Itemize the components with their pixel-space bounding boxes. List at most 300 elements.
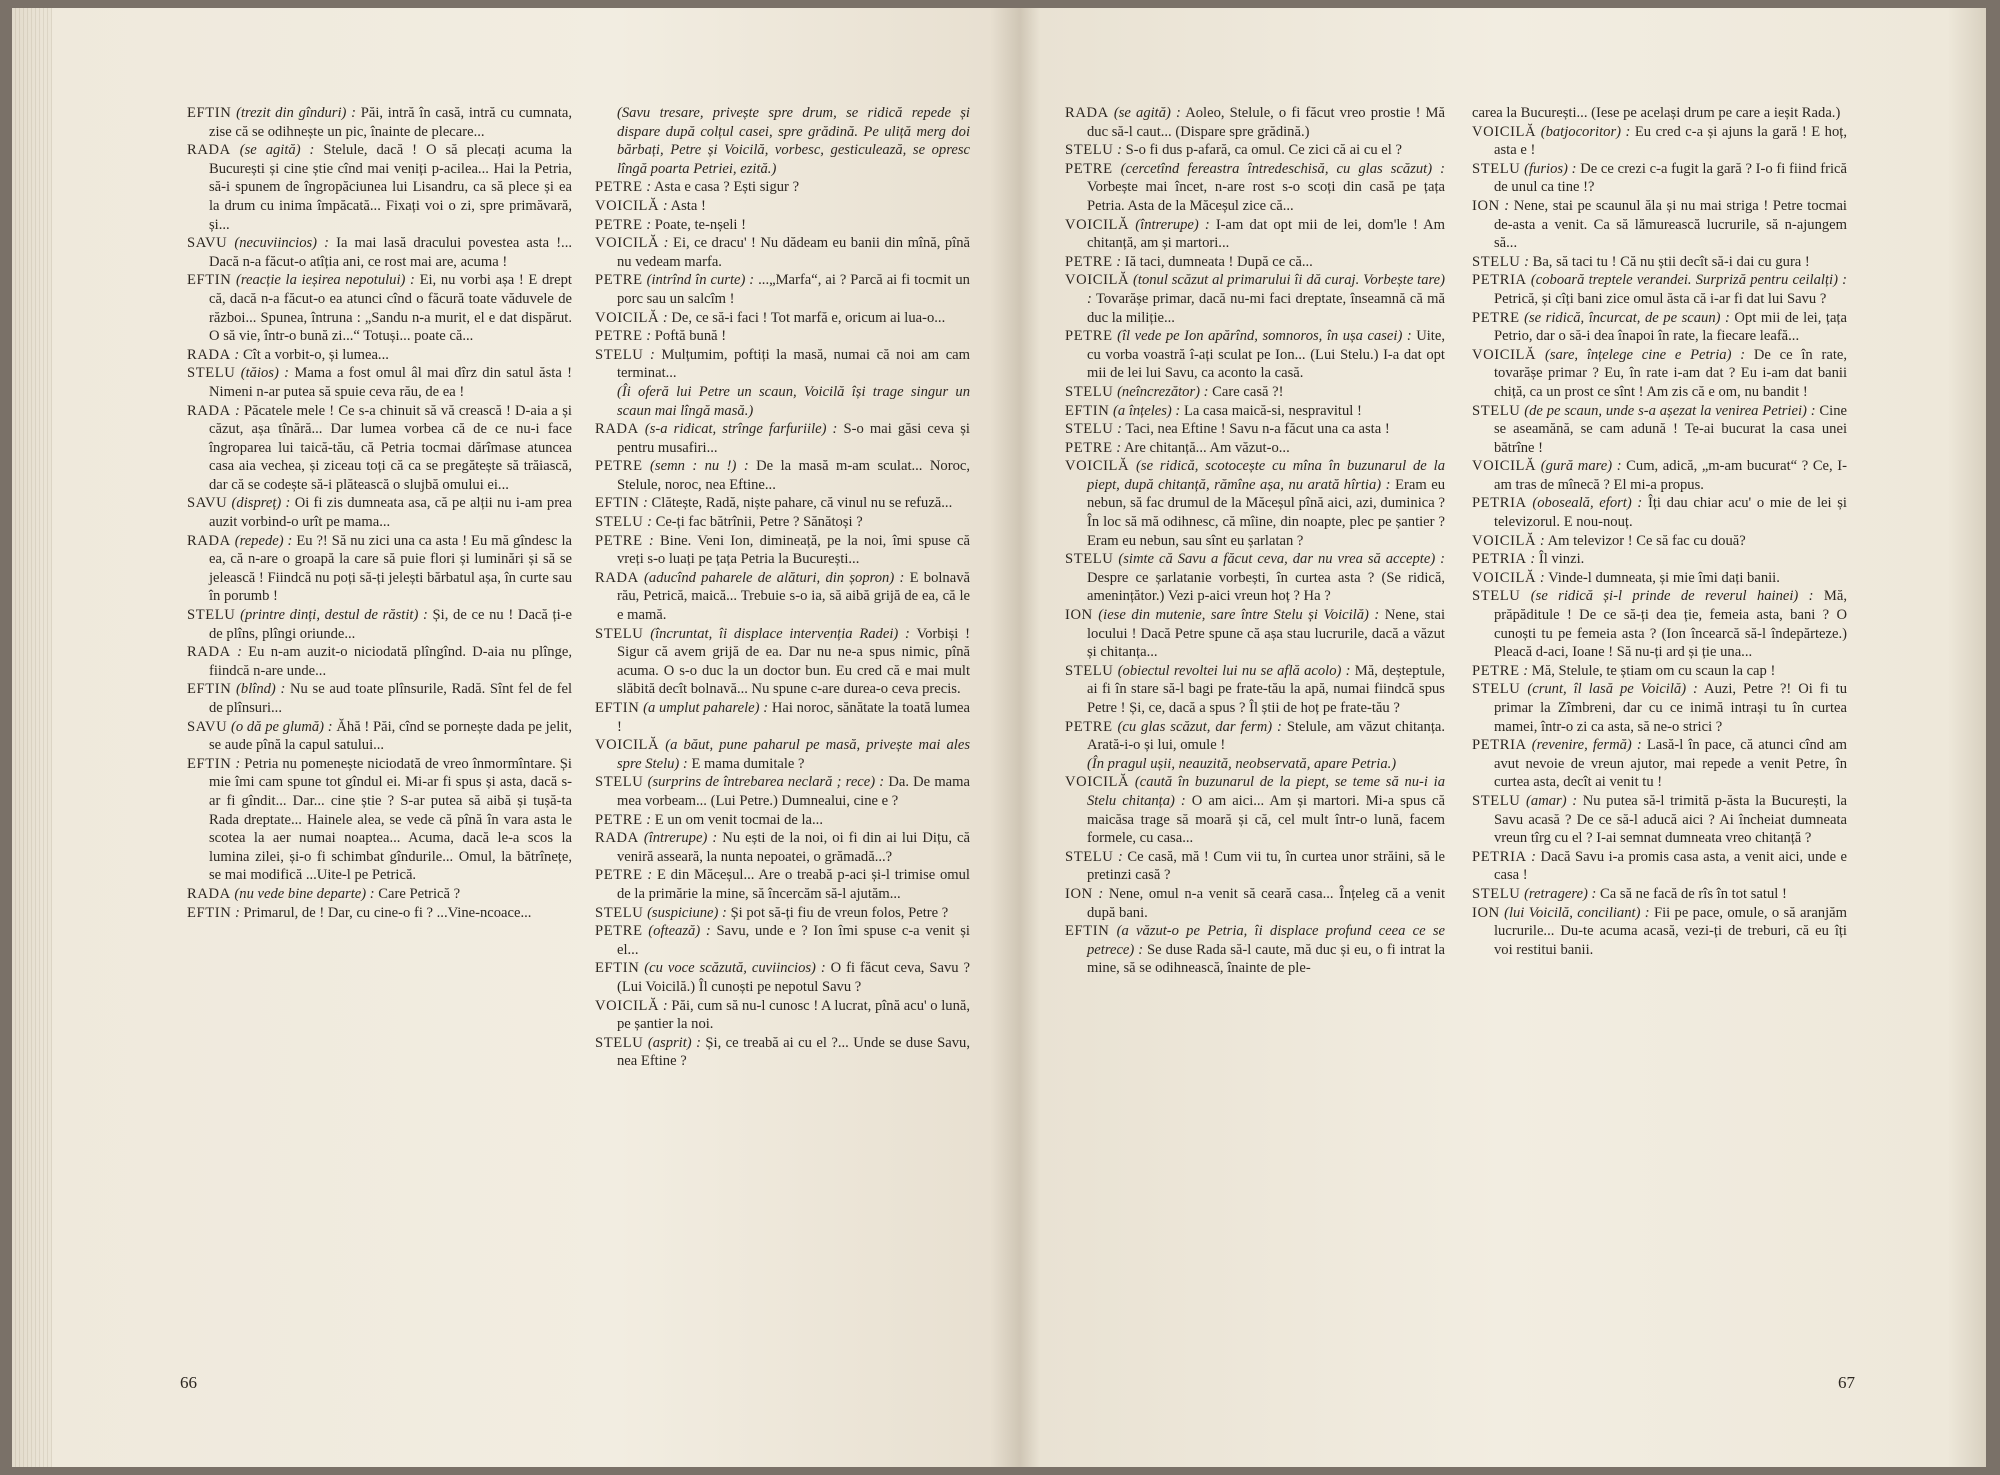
speaker-direction: (aducînd paharele de alături, din șopron) :: [644, 569, 905, 586]
speaker-name: STELU: [1065, 848, 1114, 865]
speaker-direction: :: [1523, 662, 1529, 679]
dialogue-line: [187, 234, 572, 271]
speaker-direction: :: [646, 179, 652, 196]
dialogue-line: [1472, 253, 1847, 272]
dialogue-text: Are chitanță... Am văzut-o...: [1123, 439, 1290, 456]
speaker-name: RADA: [187, 885, 231, 902]
dialogue-text: Păi, intră în casă, intră cu cumnata, zise că se odihnește un pic, înainte de plecare...: [209, 105, 572, 140]
speaker-direction: (cu voce scăzută, cuviincios) :: [644, 960, 826, 977]
dialogue-text: E mama dumitale ?: [691, 755, 805, 772]
speaker-name: STELU: [1472, 885, 1521, 902]
speaker-direction: (revenire, fermă) :: [1531, 737, 1642, 754]
dialogue-text: I-am dat opt mii de lei, dom'le ! Am chitanță, am și martori...: [1087, 216, 1446, 252]
dialogue-text: Îl vinzi.: [1538, 551, 1585, 568]
speaker-name: STELU: [1065, 662, 1114, 679]
speaker-name: EFTIN: [1065, 923, 1110, 940]
speaker-name: STELU: [1065, 551, 1114, 568]
speaker-direction: (intrînd în curte) :: [646, 272, 755, 289]
speaker-name: SAVU: [187, 718, 228, 735]
dialogue-line: [1065, 420, 1445, 439]
dialogue-line: [595, 959, 970, 996]
dialogue-text: Ce casă, mă ! Cum vii tu, în curtea unor străini, să le pretinzi casă ?: [1087, 848, 1446, 884]
dialogue-line: [595, 420, 970, 457]
speaker-direction: (se agită) :: [239, 142, 315, 159]
speaker-direction: :: [234, 402, 240, 419]
speaker-direction: :: [662, 197, 668, 214]
dialogue-line: [187, 606, 572, 643]
speaker-name: RADA: [187, 532, 231, 549]
speaker-direction: :: [237, 644, 242, 661]
speaker-name: PETRE: [595, 458, 643, 475]
dialogue-line: [1472, 550, 1847, 569]
speaker-name: RADA: [187, 346, 231, 363]
dialogue-line: [1065, 922, 1445, 978]
speaker-direction: (de pe scaun, unde s-a așezat la venirea Petriei) :: [1524, 402, 1816, 419]
dialogue-text: Uite, cu vorba voastră î-ați sculat pe Ion... (Lui Stelu.) I-a dat opt mii de lei lui Savu, ca aconto la casă.: [1087, 328, 1445, 382]
dialogue-text: Și, ce treabă ai cu el ?... Unde se duse Savu, nea Eftine ?: [617, 1034, 970, 1070]
dialogue-line: [187, 141, 572, 234]
dialogue-line: [1065, 216, 1445, 253]
dialogue-text: Asta e casa ? Ești sigur ?: [653, 179, 800, 196]
dialogue-text: Dacă Savu i-a promis casa asta, a venit aici, unde e casa !: [1494, 848, 1847, 884]
speaker-direction: (cu glas scăzut, dar ferm) :: [1117, 718, 1282, 735]
dialogue-text: Fii pe pace, omule, o să aranjăm lucrurile... Du-te acuma acasă, vezi-ți de treburi, că eu îți voi restitui banii.: [1494, 904, 1847, 958]
dialogue-text: Care Petrică ?: [378, 885, 461, 902]
speaker-direction: (asprit) :: [647, 1034, 701, 1051]
dialogue-line: [595, 327, 970, 346]
speaker-name: STELU: [187, 607, 236, 624]
dialogue-line: [1472, 123, 1847, 160]
dialogue-line: [1472, 402, 1847, 458]
speaker-name: ION: [1472, 197, 1500, 214]
dialogue-line: [595, 699, 970, 736]
speaker-direction: (oftează) :: [648, 923, 711, 940]
speaker-name: EFTIN: [595, 495, 640, 512]
speaker-name: PETRE: [1065, 718, 1113, 735]
dialogue-line: [187, 643, 572, 680]
speaker-direction: :: [1117, 142, 1122, 159]
dialogue-line: [595, 922, 970, 959]
speaker-name: VOICILĂ: [595, 737, 660, 754]
dialogue-text: Eu ?! Să nu zici una ca asta ! Eu mă gîndesc la ea, că n-are o groapă la care să puie flori și luminări și să se jelească ! Fiindcă nu poți să-ți jelești bărbatul așa, în curte sau în porumb !: [209, 532, 572, 605]
speaker-name: VOICILĂ: [1065, 774, 1130, 791]
speaker-direction: (întrerupe) :: [1135, 216, 1210, 233]
dialogue-text: Ce-ți fac bătrînii, Petre ? Sănătoși ?: [655, 514, 863, 531]
dialogue-line: [1472, 569, 1847, 588]
dialogue-text: Și, de ce nu ! Dacă ți-e de plîns, plîngi oriunde...: [209, 607, 572, 642]
dialogue-text: Poftă bună !: [654, 328, 727, 345]
speaker-direction: (se agită) :: [1113, 105, 1181, 121]
speaker-name: VOICILĂ: [595, 197, 660, 214]
dialogue-line: [1472, 904, 1847, 960]
dialogue-text: Cît a vorbit-o, și lumea...: [242, 346, 389, 363]
speaker-direction: (semn : nu !) :: [650, 458, 749, 475]
speaker-direction: :: [646, 811, 652, 828]
speaker-name: STELU: [595, 625, 644, 642]
dialogue-text: Savu, unde e ? Ion îmi spuse c-a venit și el...: [617, 923, 970, 958]
speaker-direction: :: [1116, 253, 1122, 270]
speaker-direction: :: [1539, 532, 1545, 549]
dialogue-line: [1065, 718, 1445, 755]
speaker-name: PETRE: [595, 532, 643, 549]
speaker-direction: (tăios) :: [240, 365, 290, 382]
dialogue-line: [1472, 885, 1847, 904]
stage-direction: (Îi oferă lui Petre un scaun, Voicilă își trage singur un scaun mai lîngă masă.): [617, 383, 970, 419]
dialogue-text: Tovarășe primar, dacă nu-mi faci dreptate, înseamnă că mă duc la miliție...: [1087, 290, 1446, 326]
speaker-name: PETRIA: [1472, 551, 1527, 568]
dialogue-text: Și pot să-ți fiu de vreun folos, Petre ?: [730, 904, 949, 921]
dialogue-text: Stelule, am văzut chitanța. Arată-i-o și lui, omule !: [1087, 718, 1446, 754]
speaker-name: EFTIN: [595, 700, 640, 716]
dialogue-line: [1472, 587, 1847, 661]
right-page: [1020, 8, 1986, 1467]
speaker-name: PETRE: [1065, 328, 1113, 345]
dialogue-line: [187, 271, 572, 345]
dialogue-text: Mă, deșteptule, ai fi în stare să-l bagi pe frate-tău la apă, numai fiindcă spus Petre ! Și, ce, dacă a spus ? Îl știi de hoț pe frate-tău ?: [1087, 662, 1445, 716]
speaker-name: STELU: [187, 365, 236, 382]
dialogue-line: [1472, 848, 1847, 885]
stage-direction: (În pragul ușii, neauzită, neobservată, apare Petria.): [1087, 755, 1397, 772]
dialogue-text: Nu ești de la noi, oi fi din ai lui Dițu, că veniră asseară, la nunta nepoatei, o grămadă...?: [617, 830, 970, 865]
dialogue-line: [1065, 160, 1445, 216]
dialogue-text: Mama a fost omul âl mai dîrz din satul ăsta ! Nimeni n-ar putea să spuie ceva rău, de ea !: [209, 365, 573, 400]
dialogue-line: [595, 216, 970, 235]
speaker-direction: (amar) :: [1526, 792, 1578, 809]
dialogue-text: Cine se aseamănă, se cam adună ! Te-ai bucurat la casa unei bătrîne !: [1494, 402, 1847, 456]
speaker-direction: :: [663, 235, 669, 252]
dialogue-line: [1065, 773, 1445, 847]
dialogue-text: ...„Marfa“, ai ? Parcă ai fi tocmit un porc sau un salcîm !: [617, 272, 970, 307]
dialogue-text: Nene, stai locului ! Dacă Petre spune că așa stau lucrurile, dacă a văzut și chitanța...: [1087, 607, 1446, 661]
dialogue-text: Hai noroc, sănătate la toată lumea !: [617, 700, 971, 735]
right-page-column-2: [1472, 104, 1847, 959]
dialogue-text: S-o fi dus p-afară, ca omul. Ce zici că ai cu el ?: [1125, 142, 1402, 159]
dialogue-text: Bine. Veni Ion, dimineață, pe la noi, îmi spuse că vreți s-o luați pe țața Petria la București...: [617, 532, 970, 568]
dialogue-text: Ei, ce dracu' ! Nu dădeam eu banii din mînă, pînă nu vedeam marfa.: [617, 235, 970, 270]
speaker-direction: (încruntat, îi displace intervenția Radei) :: [650, 625, 910, 642]
speaker-direction: :: [648, 532, 654, 549]
dialogue-text: O fi făcut ceva, Savu ? (Lui Voicilă.) Îl cunoști pe nepotul Savu ?: [617, 960, 970, 995]
speaker-name: EFTIN: [595, 960, 640, 977]
speaker-direction: (a umplut paharele) :: [643, 700, 769, 716]
dialogue-text: Clătește, Radă, niște pahare, că vinul nu se refuză...: [651, 495, 953, 512]
speaker-direction: (necuviincios) :: [234, 235, 329, 252]
speaker-direction: :: [234, 346, 240, 363]
dialogue-line: [1472, 680, 1847, 736]
speaker-direction: :: [643, 495, 648, 512]
speaker-name: STELU: [595, 346, 644, 363]
speaker-direction: :: [647, 514, 652, 531]
dialogue-line: [595, 773, 970, 810]
speaker-name: STELU: [1472, 160, 1521, 177]
speaker-direction: (printre dinți, destul de răstit) :: [240, 607, 428, 624]
dialogue-line: [187, 346, 572, 365]
speaker-direction: :: [1098, 885, 1104, 902]
dialogue-text: Petria nu pomenește niciodată de vreo înmormîntare. Și mie îmi cam spune tot gîndul ei. Mi-ar fi spus și asta, dacă s-ar fi gîndit... Dar... cine știe ? S-ar putea să aibă și tușă-ta Rada dreptate... Hainele alea, se vede că pînă în vara asta le scotea la aer numai noaptea... Acuma, dacă le-a scos la lumina zilei, și-o fi schimbat gîndurile... Omul, la bătrînețe, se mai modifică ...Uite-l pe Petrică.: [209, 755, 572, 884]
dialogue-text: S-o mai găsi ceva și pentru musafiri...: [617, 421, 970, 456]
dialogue-line: [595, 904, 970, 923]
speaker-direction: (gură mare) :: [1540, 458, 1622, 475]
dialogue-text: Poate, te-nșeli !: [654, 216, 746, 233]
speaker-name: PETRE: [1472, 309, 1520, 326]
speaker-name: EFTIN: [187, 681, 232, 698]
speaker-direction: (batjocoritor) :: [1540, 123, 1631, 140]
dialogue-line: [595, 997, 970, 1034]
left-page-column-1: [187, 104, 572, 922]
dialogue-line: [1065, 383, 1445, 402]
speaker-direction: (întrerupe) :: [643, 830, 718, 847]
speaker-name: STELU: [1472, 402, 1521, 419]
speaker-direction: (repede) :: [234, 532, 293, 549]
speaker-name: VOICILĂ: [1065, 458, 1130, 475]
speaker-direction: (dispreț) :: [231, 495, 291, 512]
dialogue-line: [1472, 309, 1847, 346]
speaker-name: STELU: [1065, 142, 1114, 159]
speaker-direction: :: [235, 755, 241, 772]
dialogue-text: Mă, prăpăditule ! De ce să-ți dea ție, femeia asta, bani ? O cunoști tu pe femeia asta ? (Ion încearcă să-l îndepărteze.) Pleacă d-aci, Ioane ! Să nu-ți ard și ție una...: [1494, 588, 1847, 661]
dialogue-text: Am televizor ! Ce să fac cu două?: [1547, 532, 1746, 549]
speaker-name: STELU: [595, 774, 644, 791]
dialogue-text: E un om venit tocmai de la...: [654, 811, 823, 828]
speaker-direction: :: [1539, 569, 1545, 586]
speaker-name: PETRE: [1065, 253, 1113, 270]
speaker-name: PETRIA: [1472, 848, 1527, 865]
speaker-name: SAVU: [187, 495, 228, 512]
speaker-direction: (îl vede pe Ion apărînd, somnoros, în ușa casei) :: [1117, 328, 1412, 345]
page-number-left: 66: [180, 1373, 197, 1392]
speaker-direction: (caută în buzunarul de la piept, se teme să nu-i ia Stelu chitanța) :: [1087, 774, 1445, 809]
dialogue-text: Taci, nea Eftine ! Savu n-a făcut una ca asta !: [1125, 421, 1390, 438]
dialogue-text: Nu se aud toate plînsurile, Radă. Sînt fel de fel de plînsuri...: [209, 681, 573, 716]
speaker-direction: (sare, înțelege cine e Petria) :: [1544, 346, 1746, 363]
dialogue-line: [595, 829, 970, 866]
dialogue-text: Despre ce șarlatanie vorbești, în curtea asta ? (Se ridică, amenințător.) Vezi p-aici vreun hoț ? Ha ?: [1087, 569, 1445, 605]
dialogue-text: Lasă-l în pace, că atunci cînd am avut nevoie de vreun ajutor, mai repede a venit Petre, în curtea asta, decît ai venit tu !: [1494, 737, 1848, 791]
dialogue-line: [595, 1034, 970, 1071]
speaker-name: PETRE: [1065, 160, 1113, 177]
dialogue-text: Auzi, Petre ?! Oi fi tu primar la Zîmbreni, dar cu ce inimă intrași tu în curtea mamei, într-o zi ca asta, să ne-o strici ?: [1494, 681, 1847, 735]
speaker-name: VOICILĂ: [1065, 272, 1130, 289]
speaker-direction: :: [1530, 551, 1536, 568]
speaker-direction: (s-a ridicat, strînge farfuriile) :: [644, 421, 838, 438]
speaker-direction: :: [1504, 197, 1510, 214]
speaker-direction: (nu vede bine departe) :: [234, 885, 375, 902]
dialogue-line: [1472, 494, 1847, 531]
speaker-name: PETRE: [595, 216, 643, 233]
dialogue-text: Petrică, și cîți bani zice omul ăsta că i-ar fi dat lui Savu ?: [1494, 290, 1827, 307]
dialogue-text: Ăhă ! Păi, cînd se pornește dada pe jelit, se aude pînă la capul satului...: [209, 718, 573, 754]
dialogue-line: [595, 532, 970, 569]
speaker-name: ION: [1065, 885, 1093, 902]
dialogue-line: [187, 494, 572, 531]
dialogue-line: [1472, 736, 1847, 792]
dialogue-line: [1472, 792, 1847, 848]
dialogue-line: [595, 234, 970, 271]
dialogue-text: Eram eu nebun, să fac drumul de la Măceșul pînă aici, azi, duminica ? În loc să mă odihnesc, că mîine, din noapte, plec pe șantier ? Eram eu nebun, sau sînt eu șarlatan ?: [1087, 476, 1445, 549]
speaker-name: PETRE: [595, 923, 643, 940]
dialogue-text: Cum, adică, „m-am bucurat“ ? Ce, I-am tras de mînecă ? El mi-a propus.: [1494, 458, 1847, 493]
speaker-direction: :: [646, 216, 652, 233]
dialogue-text: Vinde-l dumneata, și mie îmi dați banii.: [1548, 569, 1780, 586]
dialogue-line: [1472, 271, 1847, 308]
dialogue-text: Ei, nu vorbi așa ! E drept că, dacă n-a făcut-o ea atunci cînd o făcură toate văduvele de război... Spunea, întruna : „Sandu n-a murit, el e dat dispărut. O să vie, într-o bună zi...“ Totuși... poate că...: [209, 272, 572, 345]
dialogue-line: [595, 271, 970, 308]
speaker-name: EFTIN: [187, 272, 232, 289]
speaker-name: STELU: [1472, 681, 1521, 698]
speaker-direction: (se ridică, scotocește cu mîna în buzunarul de la piept, după chitanță, rămîne așa, nu arată hîrtia) :: [1087, 458, 1445, 493]
dialogue-line: [1065, 848, 1445, 885]
speaker-name: PETRE: [1065, 439, 1113, 456]
speaker-name: PETRE: [1472, 662, 1520, 679]
speaker-name: STELU: [595, 904, 644, 921]
speaker-direction: (reacție la ieșirea nepotului) :: [236, 272, 415, 289]
dialogue-line: [187, 680, 572, 717]
speaker-direction: (a înțeles) :: [1113, 402, 1181, 419]
dialogue-line: [595, 309, 970, 328]
speaker-direction: (retragere) :: [1524, 885, 1597, 902]
speaker-name: VOICILĂ: [595, 309, 660, 326]
stage-direction: (Savu tresare, privește spre drum, se ridică repede și dispare după colțul casei, spre grădină. Pe uliță merg doi bărbați, Petre și Voicilă, vorbesc, gesticulează, se opresc lîngă poarta Petriei, ezită.): [617, 105, 970, 177]
speaker-direction: :: [235, 904, 240, 921]
dialogue-line: [595, 625, 970, 699]
dialogue-text: Eu cred c-a și ajuns la gară ! E hoț, asta e !: [1494, 123, 1847, 159]
dialogue-line: [187, 402, 572, 495]
dialogue-line: [595, 457, 970, 494]
dialogue-text: Stelule, dacă ! O să plecați acuma la București și cine știe cînd mai veniți p-acilea... Hai la Petria, să-i spunem de îngropăciunea lui Lisandru, ca să plece și ea la drum cu inima împăcată... Fixați voi o zi, spre primăvară, și...: [209, 142, 573, 233]
speaker-name: VOICILĂ: [1065, 216, 1130, 233]
dialogue-text: Vorbește mai încet, n-are rost s-o scoți din casă pe țața Petria. Asta de la Măceșul zice că...: [1087, 179, 1445, 214]
page-edge-strips: [12, 8, 52, 1467]
speaker-direction: (oboseală, efort) :: [1532, 495, 1643, 512]
dialogue-text: De la masă m-am sculat... Noroc, Stelule, noroc, nea Eftine...: [617, 458, 971, 493]
dialogue-line: [1065, 662, 1445, 718]
dialogue-line: [1065, 141, 1445, 160]
dialogue-text: La casa maică-si, nespravitul !: [1183, 402, 1362, 419]
page-number-right: 67: [1838, 1373, 1855, 1392]
dialogue-line: [1065, 606, 1445, 662]
right-page-column-1: [1065, 104, 1445, 978]
speaker-direction: (iese din mutenie, sare între Stelu și Voicilă) :: [1098, 607, 1380, 624]
dialogue-line: [1065, 402, 1445, 421]
speaker-name: STELU: [1065, 383, 1114, 400]
dialogue-line: [1472, 346, 1847, 402]
speaker-name: VOICILĂ: [595, 235, 660, 252]
speaker-name: PETRE: [595, 811, 643, 828]
left-page: [12, 8, 1020, 1467]
speaker-direction: :: [647, 867, 653, 884]
dialogue-text: Vorbiși ! Sigur că avem grijă de ea. Dar nu ne-a spus nimic, pînă acuma. O s-o duc la un doctor bun. Eu cred că e mai mult slăbită decît bolnavă... Nu spune c-are durea-o ceva precis.: [617, 625, 970, 698]
speaker-direction: :: [646, 328, 652, 345]
dialogue-text: Aoleo, Stelule, o fi făcut vreo prostie ! Mă duc să-l caut... (Dispare spre grădină.): [1087, 105, 1445, 140]
dialogue-text: Păcatele mele ! Ce s-a chinuit să vă crească ! D-aia a și căzut, așa tînără... Dar lumea vorbea că de ce nu-i face îngroparea lui taică-tău, că Petria tocmai dărîmase atuncea casa aia vechea, și ziceau toți că ca se pregătește să trăiască, dar că se codește să-i plătească o slujbă omului ei...: [209, 402, 572, 493]
dialogue-line: [595, 569, 970, 625]
dialogue-line: [1472, 662, 1847, 681]
dialogue-line: [595, 866, 970, 903]
speaker-name: EFTIN: [187, 904, 232, 921]
speaker-name: PETRIA: [1472, 272, 1527, 289]
speaker-name: VOICILĂ: [1472, 569, 1537, 586]
left-page-column-2: [595, 104, 970, 1071]
speaker-name: PETRE: [595, 272, 643, 289]
dialogue-text: Nu putea să-l trimită p-ăsta la București, la Savu acasă ? De ce să-l aducă aici ? Ai încheiat dumneata vreun tîrg cu el ? I-ai semnat dumneata vreo chitanță ?: [1494, 792, 1848, 847]
dialogue-line: [187, 104, 572, 141]
dialogue-line: [595, 811, 970, 830]
speaker-direction: (blînd) :: [236, 681, 286, 698]
speaker-direction: :: [1116, 439, 1122, 456]
dialogue-text: Mă, Stelule, te știam om cu scaun la cap !: [1531, 662, 1776, 679]
dialogue-line: [1065, 885, 1445, 922]
dialogue-line: [187, 755, 572, 885]
speaker-name: RADA: [187, 142, 231, 159]
speaker-name: RADA: [595, 830, 639, 847]
dialogue-text: Se duse Rada să-l caute, mă duc și eu, o fi intrat la mine, să se odihnească, înainte de ple-: [1087, 941, 1445, 977]
speaker-direction: (a văzut-o pe Petria, îi displace profund ceea ce se petrece) :: [1087, 923, 1445, 958]
dialogue-text: Ba, să taci tu ! Că nu știi decît să-i dai cu gura !: [1532, 253, 1810, 270]
speaker-direction: :: [649, 346, 655, 363]
dialogue-text: Mulțumim, poftiți la masă, numai că noi am cam terminat...: [617, 346, 970, 382]
dialogue-line: [1065, 271, 1445, 327]
speaker-direction: (tonul scăzut al primarului îi dă curaj. Vorbește tare) :: [1087, 272, 1446, 307]
speaker-direction: :: [1117, 848, 1123, 865]
speaker-name: VOICILĂ: [1472, 532, 1537, 549]
dialogue-text: De ce în rate, tovarășe primar ? Eu, în rate i-am dat ? Eu i-am dat banii chiță, ca un prost ce sînt ! Am zis că e om, nu bandit !: [1494, 346, 1848, 400]
speaker-name: ION: [1065, 607, 1093, 624]
dialogue-line: [1065, 104, 1445, 141]
speaker-direction: (a băut, pune paharul pe masă, privește mai ales spre Stelu) :: [617, 737, 970, 772]
speaker-direction: (surprins de întrebarea neclară ; rece) :: [647, 774, 885, 791]
dialogue-text: Iă taci, dumneata ! După ce că...: [1124, 253, 1313, 270]
dialogue-line: [595, 736, 970, 773]
speaker-name: PETRE: [595, 867, 643, 884]
dialogue-text: Care casă ?!: [1212, 383, 1284, 400]
speaker-name: STELU: [1472, 253, 1521, 270]
dialogue-line: [1065, 439, 1445, 458]
dialogue-text: De ce crezi c-a fugit la gară ? I-o fi fiind frică de unul ca tine !?: [1494, 160, 1848, 196]
speaker-name: VOICILĂ: [595, 997, 660, 1014]
speaker-name: RADA: [187, 402, 231, 419]
speaker-name: PETRE: [595, 328, 643, 345]
speaker-direction: (lui Voicilă, conciliant) :: [1504, 904, 1650, 921]
dialogue-line: [187, 718, 572, 755]
speaker-direction: (obiectul revoltei lui nu se află acolo) :: [1117, 662, 1351, 679]
speaker-direction: (furios) :: [1524, 160, 1577, 177]
speaker-direction: (neîncrezător) :: [1117, 383, 1209, 400]
speaker-direction: :: [1117, 421, 1122, 438]
continued-line: carea la București... (Iese pe același drum pe care a ieșit Rada.): [1472, 105, 1841, 121]
speaker-name: PETRIA: [1472, 495, 1527, 512]
speaker-direction: (se ridică, încurcat, de pe scaun) :: [1524, 309, 1730, 326]
speaker-name: RADA: [187, 644, 231, 661]
speaker-direction: (o dă pe glumă) :: [231, 718, 333, 735]
speaker-name: ION: [1472, 904, 1500, 921]
dialogue-line: [1472, 532, 1847, 551]
dialogue-text: Îți dau chiar acu' o mie de lei și televizorul. E nou-nouț.: [1494, 495, 1847, 531]
speaker-direction: :: [662, 997, 668, 1014]
speaker-name: EFTIN: [187, 755, 232, 772]
dialogue-text: Nene, omul n-a venit să ceară casa... Înțeleg că a venit după bani.: [1087, 885, 1445, 921]
dialogue-line: [1065, 550, 1445, 606]
speaker-name: STELU: [595, 514, 644, 531]
dialogue-line: [1065, 327, 1445, 383]
dialogue-line: [595, 494, 970, 513]
speaker-name: SAVU: [187, 235, 228, 252]
speaker-name: RADA: [595, 421, 639, 438]
dialogue-line: [1472, 457, 1847, 494]
speaker-name: RADA: [1065, 105, 1109, 121]
dialogue-text: Primarul, de ! Dar, cu cine-o fi ? ...Vine-ncoace...: [243, 904, 532, 921]
dialogue-text: Da. De mama mea vorbeam... (Lui Petre.) Dumnealui, cine e ?: [617, 774, 970, 809]
speaker-name: STELU: [1065, 421, 1114, 438]
